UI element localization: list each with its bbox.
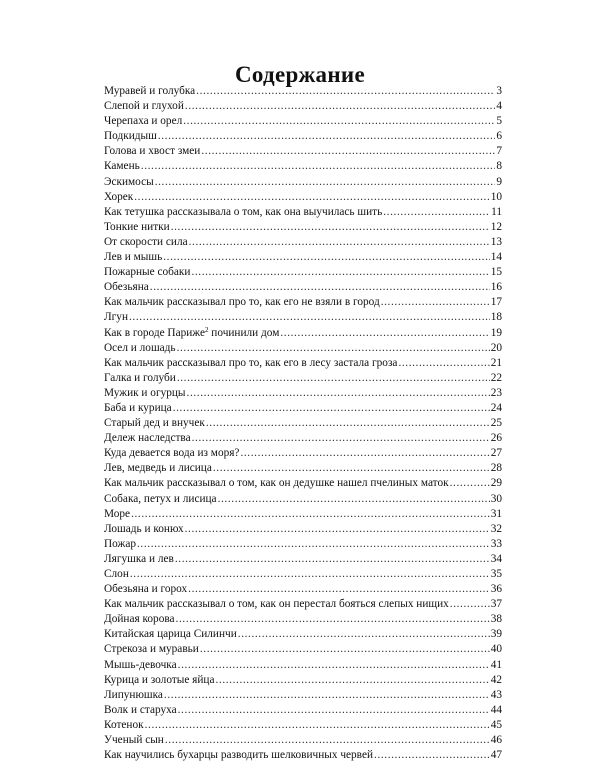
toc-entry-title-text: Как научились бухарцы разводить шелковичных червей: [104, 749, 374, 762]
toc-entry-title: [104, 658, 178, 673]
toc-entry: [104, 552, 502, 567]
toc-entry-title-text: Как мальчик рассказывал про то, как его в лесу застала гроза: [104, 356, 398, 369]
toc-entry-title: [104, 522, 185, 537]
toc-entry: [104, 310, 502, 325]
toc-entry-title: [104, 507, 131, 522]
dot-leader: [178, 658, 490, 673]
dot-leader: [238, 627, 490, 642]
dot-leader: [137, 537, 490, 552]
dot-leader: [215, 673, 489, 688]
toc-entry-page-number: 21: [490, 356, 502, 369]
dot-leader: [450, 597, 490, 612]
toc-entry-title-text: Котенок: [104, 718, 144, 731]
toc-entry-page-number: 43: [490, 688, 502, 701]
toc-entry-title-text: Куда девается вода из моря?: [104, 447, 240, 460]
toc-entry-title: [104, 99, 185, 114]
dot-leader: [374, 748, 490, 763]
toc-entry: [104, 175, 502, 190]
toc-entry-page-number: 27: [490, 447, 502, 460]
toc-entry-title-text: Подкидыш: [104, 130, 157, 143]
toc-entry: [104, 718, 502, 733]
toc-entry-page-number: 12: [490, 220, 502, 233]
toc-entry-title: [104, 280, 150, 295]
dot-leader: [188, 582, 490, 597]
toc-entry: [104, 567, 502, 582]
toc-entry-title-text: Ученый сын: [104, 734, 164, 747]
dot-leader: [381, 295, 490, 310]
toc-entry-page-number: 42: [490, 673, 502, 686]
toc-entry: [104, 507, 502, 522]
toc-entry-page-number: 3: [496, 85, 502, 97]
toc-entry: [104, 341, 502, 356]
toc-entry-title-text: Лягушка и лев: [104, 552, 174, 565]
toc-entry-page-number: 36: [490, 583, 502, 596]
toc-entry-title: [104, 552, 175, 567]
dot-leader: [201, 144, 495, 159]
toc-entry-page-number: 6: [496, 130, 502, 143]
toc-entry-title: [104, 310, 129, 325]
toc-entry: [104, 642, 502, 657]
toc-entry-title: [104, 159, 141, 174]
toc-entry-title: [104, 492, 218, 507]
toc-entry: [104, 265, 502, 280]
toc-entry: [104, 190, 502, 205]
dot-leader: [218, 492, 490, 507]
toc-entry-title: [104, 431, 192, 446]
toc-entry-page-number: 47: [490, 749, 502, 762]
dot-leader: [158, 129, 496, 144]
toc-entry-title-text: От скорости сила: [104, 235, 188, 248]
toc-entry: [104, 748, 502, 763]
toc-entry: [104, 416, 502, 431]
toc-entry-page-number: 13: [490, 235, 502, 248]
toc-entry: [104, 99, 502, 114]
toc-entry-page-number: 18: [490, 311, 502, 324]
toc-entry-title-text: Пожарные собаки: [104, 266, 191, 279]
toc-entry: [104, 582, 502, 597]
toc-entry-page-number: 24: [490, 401, 502, 414]
toc-entry: [104, 129, 502, 144]
toc-entry: [104, 688, 502, 703]
dot-leader: [240, 446, 489, 461]
toc-entry-title: [104, 401, 173, 416]
dot-leader: [171, 220, 490, 235]
dot-leader: [192, 431, 490, 446]
toc-entry: [104, 371, 502, 386]
dot-leader: [189, 235, 490, 250]
dot-leader: [450, 476, 490, 491]
toc-entry-title: [104, 718, 145, 733]
toc-entry-title-text: Как в городе Париже: [104, 326, 205, 339]
toc-entry-title: [104, 476, 450, 491]
toc-entry: [104, 446, 502, 461]
dot-leader: [141, 159, 496, 174]
toc-entry-page-number: 16: [490, 281, 502, 294]
toc-entry-page-number: 8: [496, 160, 502, 173]
toc-entry-page-number: 22: [490, 371, 502, 384]
toc-entry-page-number: 33: [490, 537, 502, 550]
dot-leader: [200, 642, 490, 657]
toc-entry-page-number: 35: [490, 568, 502, 580]
dot-leader: [175, 552, 490, 567]
toc-entry: [104, 612, 502, 627]
toc-entry: [104, 673, 502, 688]
toc-entry: [104, 431, 502, 446]
toc-entry: [104, 356, 502, 371]
dot-leader: [183, 114, 495, 129]
toc-entry-page-number: 38: [490, 613, 502, 626]
toc-entry: [104, 537, 502, 552]
toc-entry-page-number: 17: [490, 296, 502, 309]
toc-entry: [104, 295, 502, 310]
toc-entry: [104, 205, 502, 220]
toc-entry-title: [104, 567, 130, 582]
toc-entry-title-text: Как мальчик рассказывал про то, как его не взяли в город: [104, 296, 380, 309]
toc-entry-title-text: Как мальчик рассказывал о том, как он перестал бояться слепых нищих: [104, 598, 449, 611]
toc-entry: [104, 235, 502, 250]
dot-leader: [173, 401, 490, 416]
dot-leader: [129, 310, 490, 325]
toc-entry-page-number: 25: [490, 417, 502, 430]
toc-entry-title-text: Стрекоза и муравьи: [104, 643, 199, 656]
dot-leader: [185, 522, 490, 537]
toc-entry: [104, 114, 502, 129]
toc-entry-title-text: Баба и курица: [104, 401, 172, 414]
toc-entry-title: [104, 673, 215, 688]
toc-entry-title-text: Липунюшка: [104, 688, 163, 701]
toc-entry: [104, 250, 502, 265]
toc-entry-page-number: 23: [490, 386, 502, 399]
toc-entry-title: [104, 582, 188, 597]
dot-leader: [130, 567, 490, 582]
toc-entry-title: [104, 748, 374, 763]
toc-entry-page-number: 46: [490, 734, 502, 747]
toc-entry-page-number: 4: [496, 100, 502, 113]
toc-entry-page-number: 20: [490, 341, 502, 354]
toc-entry-title: [104, 129, 158, 144]
toc-entry-title: [104, 175, 155, 190]
toc-entry-title: [104, 446, 240, 461]
toc-entry-page-number: 40: [490, 643, 502, 656]
toc-entry-title-text: Как мальчик рассказывал о том, как он дедушке нашел пчелиных маток: [104, 477, 449, 490]
dot-leader: [191, 265, 489, 280]
dot-leader: [176, 612, 490, 627]
toc-entry-title-text: Слон: [104, 568, 129, 580]
toc-entry-title-text: Лгун: [104, 311, 128, 324]
dot-leader: [177, 341, 490, 356]
toc-entry-title-text: Обезьяна: [104, 281, 149, 294]
dot-leader: [398, 356, 489, 371]
toc-entry-page-number: 32: [490, 522, 502, 535]
toc-entry: [104, 733, 502, 748]
toc-entry-title: [104, 612, 176, 627]
toc-entry-page-number: 26: [490, 432, 502, 445]
toc-entry-title-text: Мышь-девочка: [104, 658, 177, 671]
toc-entry-page-number: 31: [490, 507, 502, 520]
toc-entry-page-number: 29: [490, 477, 502, 490]
dot-leader: [164, 688, 490, 703]
toc-entry-title: [104, 295, 381, 310]
dot-leader: [155, 175, 496, 190]
toc-entry: [104, 84, 502, 99]
dot-leader: [196, 84, 495, 99]
dot-leader: [280, 326, 489, 341]
toc-entry-title: [104, 235, 189, 250]
toc-entry-title: [104, 597, 450, 612]
toc-entry-title-continuation: починили дом: [208, 326, 280, 339]
dot-leader: [177, 371, 490, 386]
toc-entry-title-text: Слепой и глухой: [104, 100, 184, 113]
toc-entry-title-text: Лев и мышь: [104, 251, 163, 264]
table-of-contents: [104, 84, 502, 763]
toc-entry-page-number: 5: [496, 115, 502, 128]
toc-entry: [104, 461, 502, 476]
page-title: Содержание: [235, 62, 365, 88]
toc-entry-title: [104, 190, 134, 205]
toc-entry-title: [104, 144, 201, 159]
toc-entry-title-text: Обезьяна и горох: [104, 583, 188, 596]
toc-entry-title: [104, 341, 177, 356]
toc-entry-title-text: Камень: [104, 160, 140, 173]
toc-entry: [104, 144, 502, 159]
toc-entry-page-number: 37: [490, 598, 502, 611]
dot-leader: [145, 718, 490, 733]
dot-leader: [206, 416, 490, 431]
toc-entry-title-text: Эскимосы: [104, 175, 154, 188]
toc-entry-title-text: Осел и лошадь: [104, 341, 176, 354]
toc-entry-page-number: 15: [490, 266, 502, 279]
toc-entry-title-text: Как тетушка рассказывала о том, как она выучилась шить: [104, 205, 383, 218]
toc-entry-page-number: 10: [490, 190, 502, 203]
toc-entry: [104, 492, 502, 507]
toc-entry-title-text: Море: [104, 507, 131, 520]
toc-entry-title: [104, 386, 187, 401]
toc-entry-page-number: 28: [490, 462, 502, 475]
toc-entry: [104, 326, 502, 341]
dot-leader: [187, 386, 490, 401]
toc-entry-page-number: 45: [490, 718, 502, 731]
toc-entry-title: [104, 642, 200, 657]
toc-entry-page-number: 30: [490, 492, 502, 505]
toc-entry-title-text: Собака, петух и лисица: [104, 492, 217, 505]
toc-entry: [104, 597, 502, 612]
toc-entry-title: [104, 703, 178, 718]
toc-entry: [104, 159, 502, 174]
toc-entry-title-text: Лев, медведь и лисица: [104, 462, 212, 475]
dot-leader: [213, 461, 490, 476]
toc-entry-title-text: Пожар: [104, 537, 136, 550]
toc-entry: [104, 703, 502, 718]
toc-entry-title-text: Тонкие нитки: [104, 220, 170, 233]
toc-entry-title-text: Старый дед и внучек: [104, 417, 205, 430]
dot-leader: [178, 703, 490, 718]
dot-leader: [185, 99, 495, 114]
toc-entry-page-number: 34: [490, 552, 502, 565]
toc-entry-title-text: Волк и старуха: [104, 703, 177, 716]
toc-entry-page-number: 19: [490, 326, 502, 339]
toc-entry-title: [104, 84, 196, 99]
toc-entry-title: [104, 627, 238, 642]
toc-entry: [104, 280, 502, 295]
toc-entry-title: [104, 356, 398, 371]
toc-entry-title-text: Муравей и голубка: [104, 85, 196, 97]
toc-entry: [104, 386, 502, 401]
toc-entry-title-text: Дележ наследства: [104, 432, 191, 445]
toc-entry-title-text: Китайская царица Силинчи: [104, 628, 237, 641]
dot-leader: [383, 205, 490, 220]
toc-entry: [104, 627, 502, 642]
dot-leader: [150, 280, 490, 295]
toc-entry: [104, 658, 502, 673]
toc-entry-title-text: Черепаха и орел: [104, 115, 183, 128]
toc-entry-title: [104, 733, 165, 748]
toc-entry-title: [104, 250, 163, 265]
footnote-marker: 2: [204, 325, 209, 334]
toc-entry-title: [104, 688, 164, 703]
toc-entry-title: [104, 220, 171, 235]
toc-entry-title: [104, 416, 206, 431]
toc-entry: [104, 401, 502, 416]
toc-entry-page-number: 14: [490, 251, 502, 264]
toc-entry-page-number: 9: [496, 175, 502, 188]
toc-entry-title-text: Курица и золотые яйца: [104, 673, 215, 686]
toc-entry-title-text: Голова и хвост змеи: [104, 145, 201, 158]
toc-entry-title: [104, 265, 191, 280]
toc-entry: [104, 522, 502, 537]
toc-entry-page-number: 7: [496, 145, 502, 158]
toc-entry-title: [104, 461, 213, 476]
toc-entry-title: [104, 326, 280, 341]
dot-leader: [163, 250, 489, 265]
toc-entry: [104, 476, 502, 491]
dot-leader: [134, 190, 489, 205]
dot-leader: [165, 733, 490, 748]
toc-entry-title: [104, 371, 177, 386]
toc-entry-title: [104, 114, 183, 129]
toc-entry-page-number: 39: [490, 628, 502, 641]
toc-entry-title-text: Дойная корова: [104, 613, 175, 626]
toc-entry-title: [104, 205, 383, 220]
toc-entry-page-number: 41: [490, 658, 502, 671]
dot-leader: [131, 507, 490, 522]
toc-entry-title-text: Хорек: [104, 190, 134, 203]
toc-entry: [104, 220, 502, 235]
toc-entry-title-text: Галка и голуби: [104, 371, 176, 384]
toc-entry-page-number: 44: [490, 703, 502, 716]
toc-entry-title-text: Лошадь и конюх: [104, 522, 184, 535]
toc-entry-page-number: 11: [491, 205, 502, 218]
toc-entry-title: [104, 537, 137, 552]
toc-entry-title-text: Мужик и огурцы: [104, 386, 186, 399]
